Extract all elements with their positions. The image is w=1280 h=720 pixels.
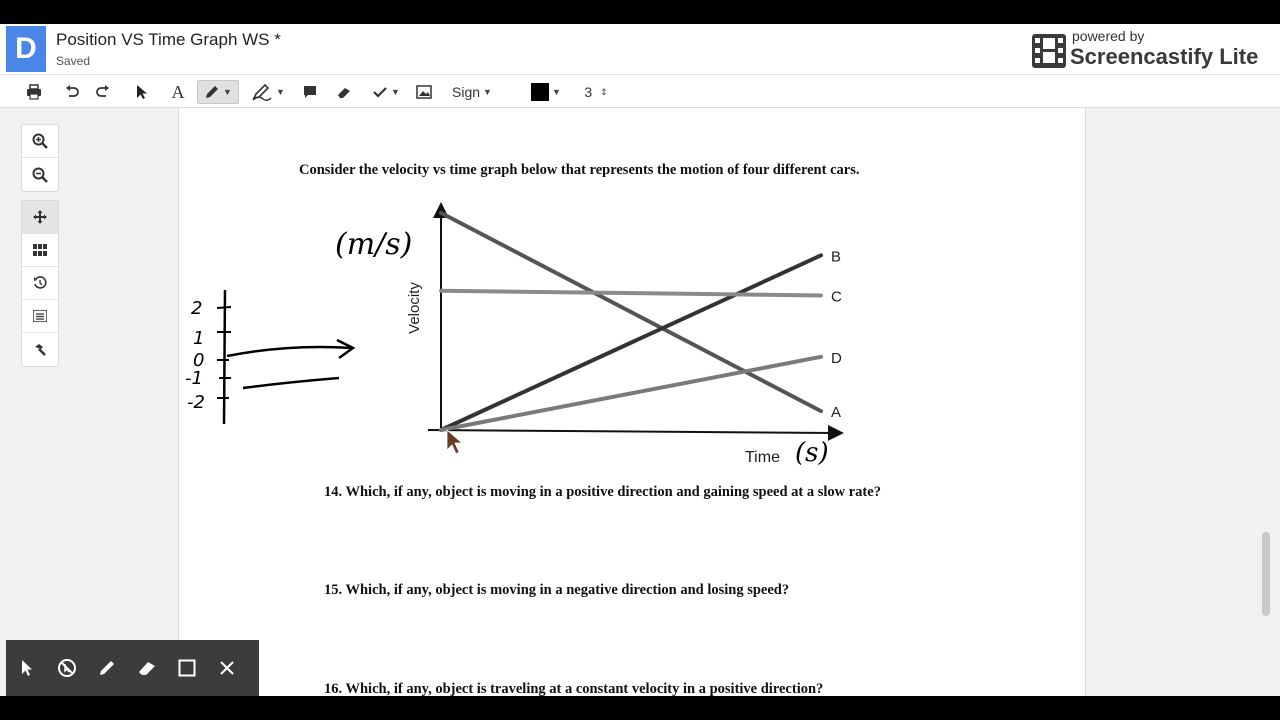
color-picker[interactable]: [526, 80, 566, 104]
document-page: [178, 108, 1086, 696]
history-icon: [33, 276, 47, 290]
problem-statement: Consider the velocity vs time graph below that represents the motion of four different cars.: [299, 162, 860, 178]
tools-button[interactable]: [22, 333, 58, 366]
x-axis-label: Time: [745, 449, 780, 466]
y-axis-label: Velocity: [406, 282, 423, 334]
powered-by-label: powered by: [1072, 28, 1145, 44]
question-14: 14. Which, if any, object is moving in a positive direction and gaining speed at a slow rate?: [324, 484, 881, 500]
chevron-down-icon: ▼: [223, 87, 232, 97]
image-icon: [416, 85, 432, 99]
redo-button[interactable]: [91, 80, 115, 104]
zoom-controls: [21, 124, 59, 192]
chevron-down-icon: ▼: [276, 87, 285, 97]
outline-button[interactable]: [22, 300, 58, 333]
eraser-icon: [137, 659, 157, 677]
chevron-down-icon: ▼: [552, 87, 561, 97]
comment-icon: [302, 84, 318, 100]
handwritten-line: [243, 378, 339, 388]
series-label-c: C: [831, 288, 842, 306]
series-label-b: B: [831, 248, 842, 266]
print-button[interactable]: [22, 80, 46, 104]
series-label-d: D: [831, 349, 842, 367]
save-status: Saved: [56, 54, 91, 68]
sign-menu[interactable]: [446, 80, 498, 104]
zoom-out-button[interactable]: [22, 158, 58, 191]
zoom-in-button[interactable]: [22, 125, 58, 158]
highlighter-icon: [251, 83, 273, 101]
cursor-icon: [20, 659, 34, 677]
scrollbar-thumb[interactable]: [1262, 532, 1270, 616]
zoom-out-icon: [32, 167, 48, 183]
handwritten-tick-0: 0: [193, 350, 205, 371]
eraser-tool[interactable]: [332, 80, 356, 104]
rectangle-icon: [178, 659, 196, 677]
document-title[interactable]: Position VS Time Graph WS *: [56, 30, 281, 49]
eraser-icon: [336, 84, 352, 100]
color-swatch: [531, 83, 549, 101]
app-window: [0, 24, 1280, 696]
view-controls: [21, 200, 59, 367]
toolbar: [0, 74, 1280, 108]
print-icon: [26, 84, 42, 100]
chevron-down-icon: ▼: [483, 87, 492, 97]
handwritten-tick-2: 2: [191, 298, 203, 319]
pencil-tool[interactable]: [197, 80, 239, 104]
redo-icon: [95, 84, 111, 100]
stroke-size-value: 3: [584, 84, 593, 100]
pan-icon: [33, 210, 47, 224]
handwritten-annotations: [179, 108, 1087, 696]
handwritten-tick-neg1: -1: [185, 368, 203, 389]
check-icon: [372, 84, 388, 100]
pen-icon: [98, 659, 116, 677]
sign-label: Sign: [452, 84, 481, 100]
zoom-in-icon: [32, 133, 48, 149]
handwritten-y-units: (m/s): [335, 227, 413, 262]
grid-icon: [33, 244, 47, 256]
vertical-scrollbar[interactable]: [1260, 108, 1274, 696]
handwritten-x-units: (s): [795, 438, 829, 468]
annotation-pen-button[interactable]: [87, 648, 126, 688]
no-cursor-icon: [57, 658, 77, 678]
handwritten-arrow: [227, 347, 351, 356]
select-icon: [135, 84, 149, 100]
handwritten-tick-neg2: -2: [187, 392, 205, 413]
handwritten-tick-1: 1: [193, 328, 205, 349]
stroke-size-stepper[interactable]: [578, 80, 614, 104]
question-15: 15. Which, if any, object is moving in a negative direction and losing speed?: [324, 582, 790, 598]
comment-tool[interactable]: [298, 80, 322, 104]
close-icon: [219, 660, 235, 676]
annotation-rectangle-button[interactable]: [167, 648, 206, 688]
series-label-a: A: [831, 404, 842, 422]
annotation-cursor-button[interactable]: [7, 648, 46, 688]
history-button[interactable]: [22, 267, 58, 300]
stepper-arrows-icon: ⇕: [600, 86, 608, 97]
select-tool[interactable]: [130, 80, 154, 104]
pencil-icon: [204, 84, 220, 100]
undo-button[interactable]: [60, 80, 84, 104]
annotation-close-button[interactable]: [207, 648, 246, 688]
annotation-hide-cursor-button[interactable]: [47, 648, 86, 688]
check-tool[interactable]: [366, 80, 406, 104]
annotation-eraser-button[interactable]: [127, 648, 166, 688]
pan-button[interactable]: [22, 201, 58, 234]
handwritten-axis: [224, 290, 225, 424]
undo-icon: [64, 84, 80, 100]
thumbnails-button[interactable]: [22, 234, 58, 267]
hammer-icon: [33, 343, 47, 357]
highlighter-tool[interactable]: [247, 80, 289, 104]
screencastify-name: Screencastify Lite: [1070, 44, 1259, 69]
title-bar: [0, 24, 1280, 74]
question-16: 16. Which, if any, object is traveling at a constant velocity in a positive direction?: [324, 681, 824, 696]
film-icon: [1032, 34, 1066, 68]
app-logo[interactable]: D: [6, 26, 46, 72]
screencastify-branding: [1030, 28, 1274, 72]
text-tool[interactable]: A: [171, 81, 185, 102]
list-icon: [33, 310, 47, 322]
image-tool[interactable]: [412, 80, 436, 104]
annotation-toolbar: [6, 640, 259, 696]
chevron-down-icon: ▼: [391, 87, 400, 97]
